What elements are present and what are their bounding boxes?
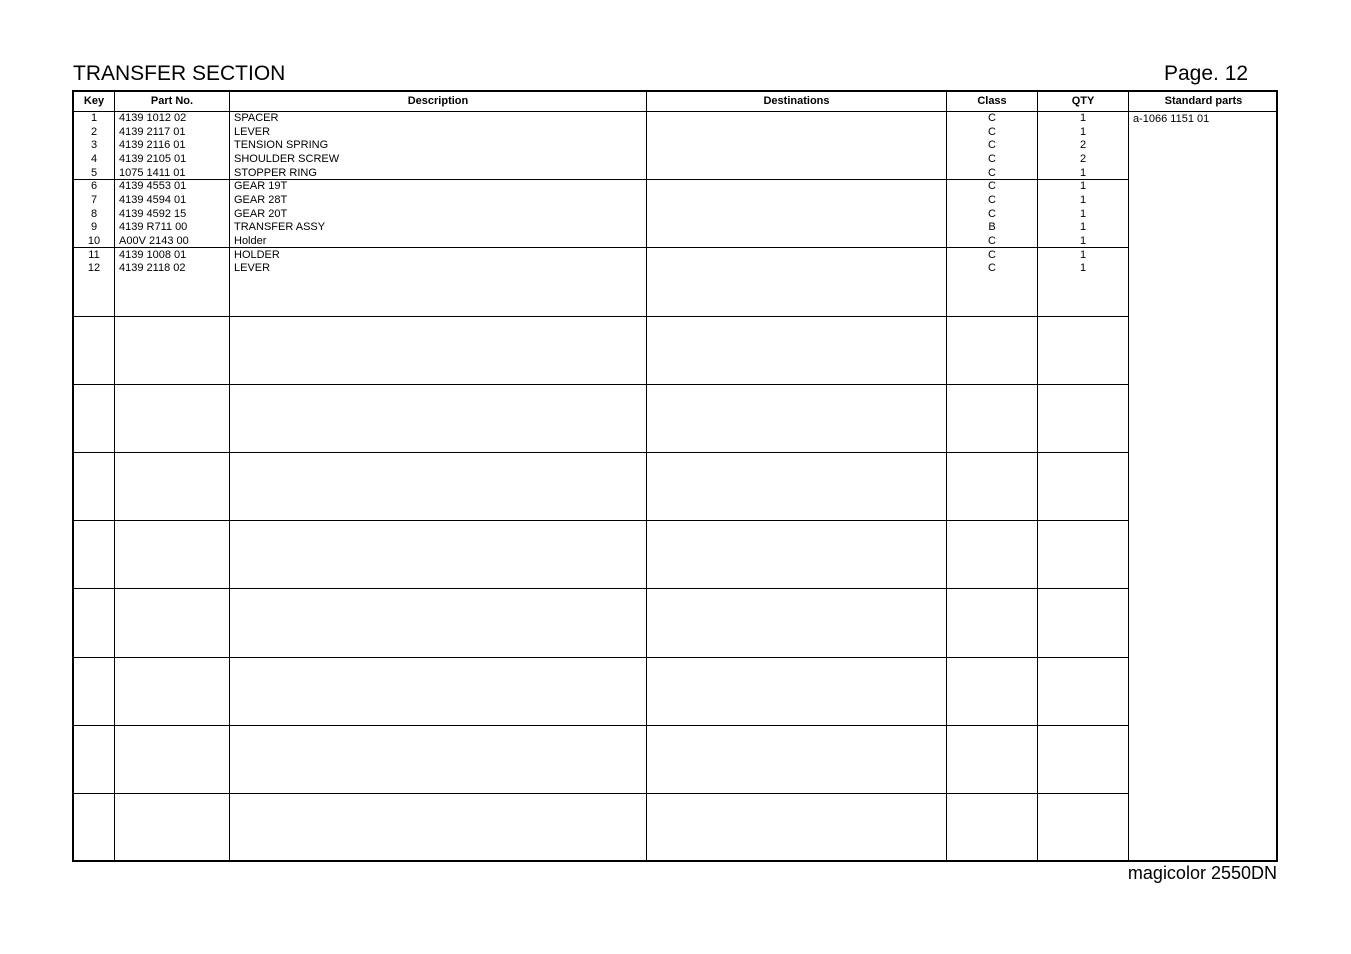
cell-key: 9 [90,221,98,234]
parts-table [72,90,1278,862]
col-header-standard-parts: Standard parts [1164,95,1243,107]
cell-key: 10 [87,234,101,247]
cell-qty: 1 [1079,234,1087,247]
cell-description: LEVER [234,125,271,138]
cell-key: 1 [90,112,98,124]
cell-qty: 1 [1079,125,1087,138]
cell-part-no: 4139 4594 01 [119,193,187,206]
cell-description: SPACER [234,112,279,124]
cell-description: GEAR 19T [234,180,288,193]
cell-description: TENSION SPRING [234,139,329,152]
cell-key: 5 [90,166,98,179]
cell-part-no: 4139 1008 01 [119,248,187,261]
cell-part-no: 4139 R711 00 [119,221,188,234]
cell-class: C [988,139,996,152]
page-title: TRANSFER SECTION [73,62,286,85]
product-model: magicolor 2550DN [1127,863,1277,883]
cell-part-no: 4139 4553 01 [119,180,187,193]
col-header-class: Class [977,95,1007,107]
cell-description: TRANSFER ASSY [234,221,326,234]
row-group-divider [74,588,1128,589]
row-group-divider [74,316,1128,317]
cell-class: C [988,125,996,138]
cell-key: 8 [90,207,98,220]
cell-class: C [988,207,996,220]
cell-part-no: 4139 2116 01 [119,139,186,152]
cell-class: C [988,262,996,275]
cell-description: SHOULDER SCREW [234,152,340,165]
row-group-divider [74,520,1128,521]
cell-part-no: 4139 2117 01 [119,125,186,138]
cell-part-no: 4139 2105 01 [119,152,187,165]
cell-qty: 2 [1079,152,1087,165]
cell-qty: 1 [1079,221,1087,234]
col-header-destinations: Destinations [763,95,830,107]
cell-qty: 1 [1079,193,1087,206]
cell-qty: 2 [1079,139,1087,152]
row-group-divider [74,657,1128,658]
cell-part-no: 4139 2118 02 [119,262,186,275]
col-header-description: Description [407,95,469,107]
standard-part-entry: a-1066 1151 01 [1133,113,1210,125]
row-group-divider [74,793,1128,794]
cell-key: 4 [90,152,98,165]
cell-qty: 1 [1079,166,1087,179]
column-divider [1128,92,1129,860]
cell-qty: 1 [1079,207,1087,220]
cell-qty: 1 [1079,248,1087,261]
cell-part-no: 1075 1411 01 [119,166,186,179]
cell-part-no: A00V 2143 00 [119,234,189,247]
cell-part-no: 4139 1012 02 [119,112,187,124]
cell-class: C [988,234,996,247]
page-number: Page. 12 [1164,62,1249,85]
cell-key: 6 [90,180,98,193]
cell-class: C [988,166,996,179]
cell-class: C [988,152,996,165]
col-header-key: Key [83,95,105,107]
cell-part-no: 4139 4592 15 [119,207,187,220]
cell-key: 7 [90,193,98,206]
cell-key: 2 [90,125,98,138]
cell-class: C [988,248,996,261]
cell-class: C [988,180,996,193]
column-divider [646,92,647,860]
column-divider [114,92,115,860]
row-group-divider [74,384,1128,385]
cell-class: C [988,112,996,124]
cell-class: C [988,193,996,206]
cell-description: STOPPER RING [234,166,317,179]
cell-key: 3 [90,139,98,152]
cell-description: LEVER [234,262,271,275]
cell-class: B [988,221,996,234]
cell-qty: 1 [1079,262,1087,275]
row-group-divider [74,452,1128,453]
cell-description: GEAR 20T [234,207,288,220]
row-group-divider [74,725,1128,726]
cell-qty: 1 [1079,180,1087,193]
column-divider [229,92,230,860]
col-header-qty: QTY [1071,95,1095,107]
table-header [74,92,1276,112]
cell-key: 12 [87,262,101,275]
cell-qty: 1 [1079,112,1087,124]
cell-key: 11 [88,248,100,261]
col-header-part-no: Part No. [150,95,194,107]
cell-description: HOLDER [234,248,280,261]
cell-description: GEAR 28T [234,193,288,206]
cell-description: Holder [234,234,267,247]
